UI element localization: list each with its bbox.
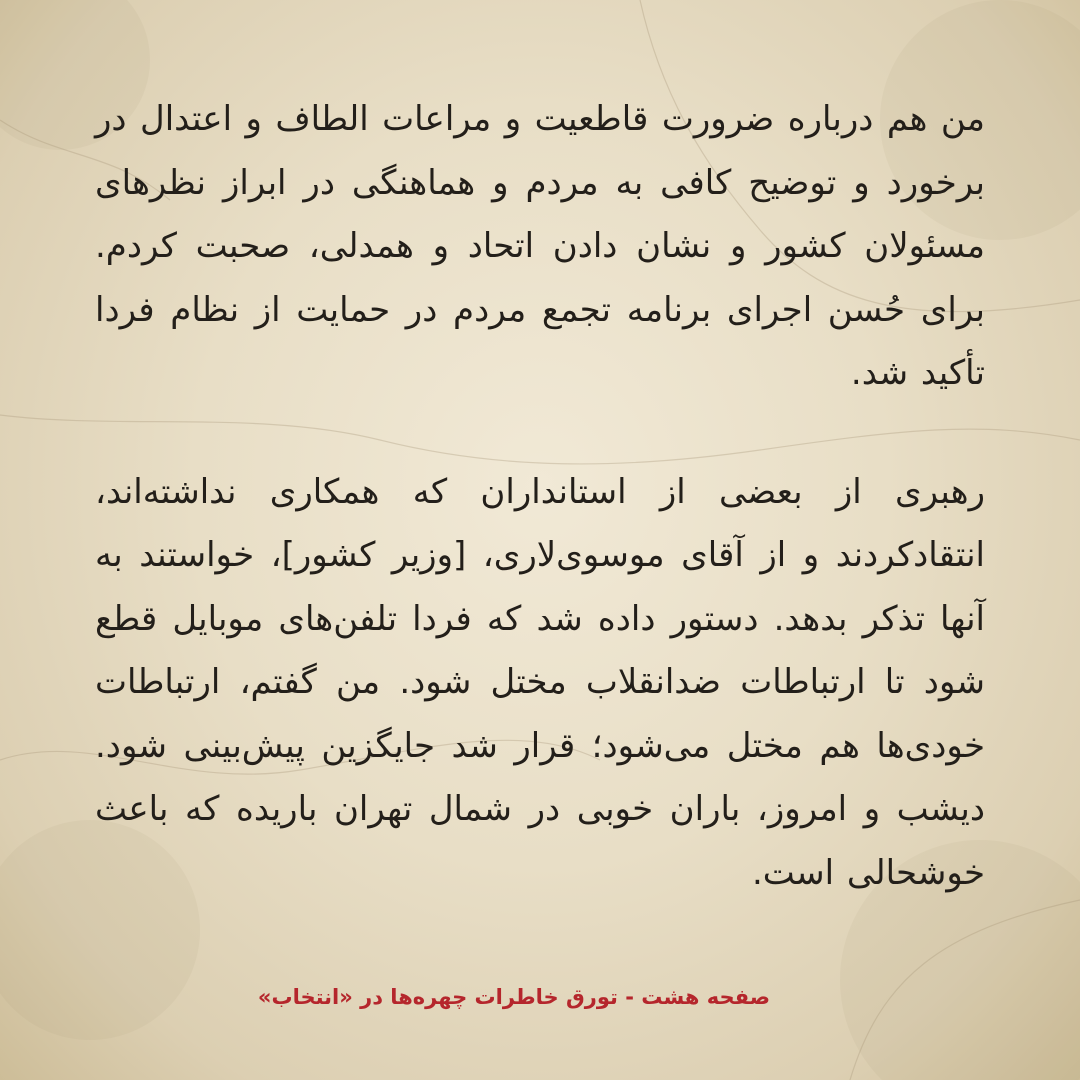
source-caption: صفحه هشت - تورق خاطرات چهره‌ها در «انتخاب» [257,985,770,1009]
paragraph-1: من هم درباره ضرورت قاطعیت و مراعات الطاف و اعتدال در برخورد و توضیح کافی به مردم و هماهنگی در ابراز نظرهای مسئولان کشور و نشان دادن اتحاد و همدلی، صحبت کردم. برای حُسن اجرای برنامه تجمع مردم در حمایت از نظام فردا تأکید شد. [95,99,985,393]
article-body [95,88,985,905]
paragraph-2: رهبری از بعضی از استانداران که همکاری نداشته‌اند، انتقادکردند و از آقای موسوی‌لاری، [وزیر کشور]، خواستند به آنها تذکر بدهد. دستور داده شد که فردا تلفن‌های موبایل قطع شود تا ارتباطات ضدانقلاب مختل شود. من گفتم، ارتباطات خودی‌ها هم مختل می‌شود؛ قرار شد جایگزین پیش‌بینی شود. دیشب و امروز، باران خوبی در شمال تهران باریده که باعث خوشحالی است. [95,471,985,893]
paper-crease [850,900,1080,1080]
